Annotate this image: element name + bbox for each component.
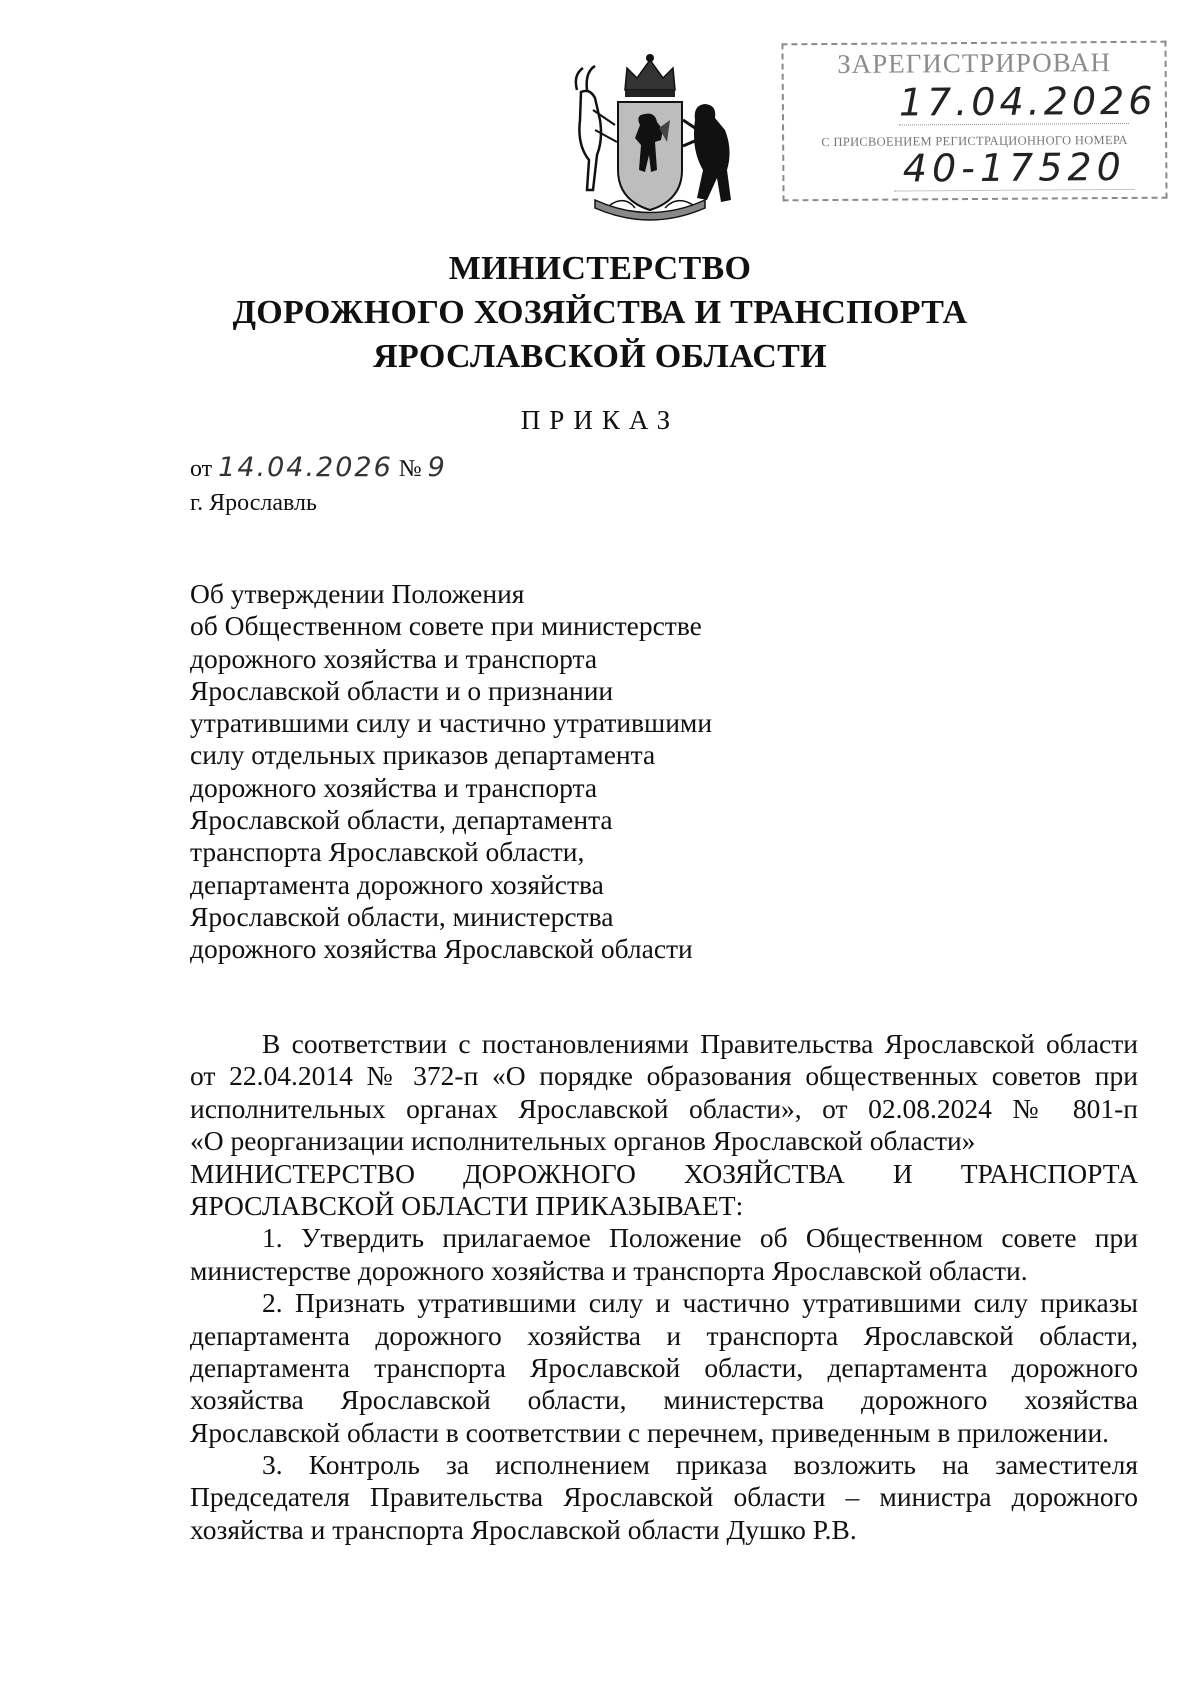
body-line: 3. Контроль за исполнением приказа возложить на заместителя — [262, 1449, 1138, 1481]
coat-of-arms-emblem — [555, 50, 745, 230]
subject-line: силу отдельных приказов департамента — [190, 739, 656, 771]
order-body — [190, 1028, 1138, 1546]
stamp-title: ЗАРЕГИСТРИРОВАН — [837, 47, 1112, 79]
body-line: В соответствии с постановлениями Правительства Ярославской области — [262, 1028, 1138, 1059]
subject-line: дорожного хозяйства Ярославской области — [190, 933, 693, 965]
body-line: хозяйства Ярославской области, министерства дорожного хозяйства — [190, 1384, 1138, 1416]
ministry-name-line-3: ЯРОСЛАВСКОЙ ОБЛАСТИ — [373, 338, 827, 375]
subject-line: дорожного хозяйства и транспорта — [190, 771, 598, 803]
body-line: департамента транспорта Ярославской области, департамента дорожного — [190, 1351, 1138, 1383]
order-date: 14.04.2026 — [218, 452, 393, 483]
subject-line: Об утверждении Положения — [190, 578, 525, 609]
number-label: № — [398, 456, 422, 482]
order-date-line — [190, 452, 453, 483]
body-line: 2. Признать утратившими силу и частично утратившими силу приказы — [262, 1287, 1138, 1319]
body-line: исполнительных органах Ярославской области», от 02.08.2024 № 801-п — [190, 1092, 1138, 1124]
from-label: от — [190, 456, 213, 482]
ministry-name-line-1: МИНИСТЕРСТВО — [448, 250, 752, 287]
body-line: министерстве дорожного хозяйства и транспорта Ярославской области. — [190, 1254, 1028, 1286]
city: г. Ярославль — [190, 490, 317, 516]
body-line: Председателя Правительства Ярославской области – министра дорожного — [190, 1481, 1138, 1513]
order-subject — [190, 578, 810, 966]
body-line: «О реорганизации исполнительных органов Ярославской области» — [190, 1125, 976, 1157]
stamp-date: 17.04.2026 — [898, 78, 1157, 125]
subject-line: об Общественном совете при министерстве — [190, 610, 702, 642]
body-line: хозяйства и транспорта Ярославской области Душко Р.В. — [190, 1513, 857, 1545]
subject-line: Ярославской области, департамента — [190, 804, 613, 836]
body-line: Ярославской области в соответствии с перечнем, приведенным в приложении. — [190, 1416, 1110, 1448]
stamp-caption: С ПРИСВОЕНИЕМ РЕГИСТРАЦИОННОГО НОМЕРА — [821, 132, 1128, 150]
order-title: ПРИКАЗ — [520, 405, 680, 435]
subject-line: транспорта Ярославской области, — [190, 836, 585, 868]
body-line: ЯРОСЛАВСКОЙ ОБЛАСТИ ПРИКАЗЫВАЕТ: — [190, 1189, 744, 1221]
stamp-registration-number: 40-17520 — [894, 145, 1134, 192]
body-line: МИНИСТЕРСТВО ДОРОЖНОГО ХОЗЯЙСТВА И ТРАНСПОРТА — [190, 1157, 1138, 1189]
subject-line: утратившими силу и частично утратившими — [190, 707, 713, 739]
registration-stamp — [781, 41, 1167, 202]
subject-line: департамента дорожного хозяйства — [190, 868, 604, 900]
order-number: 9 — [427, 452, 447, 483]
subject-line: Ярославской области и о признании — [190, 674, 614, 706]
body-line: департамента дорожного хозяйства и транспорта Ярославской области, — [190, 1319, 1138, 1351]
subject-line: Ярославской области, министерства — [190, 900, 614, 932]
subject-line: дорожного хозяйства и транспорта — [190, 642, 598, 674]
ministry-name-line-2: ДОРОЖНОГО ХОЗЯЙСТВА И ТРАНСПОРТА — [232, 294, 968, 331]
body-line: 1. Утвердить прилагаемое Положение об Общественном совете при — [262, 1222, 1138, 1254]
body-line: от 22.04.2014 № 372-п «О порядке образования общественных советов при — [190, 1060, 1138, 1092]
